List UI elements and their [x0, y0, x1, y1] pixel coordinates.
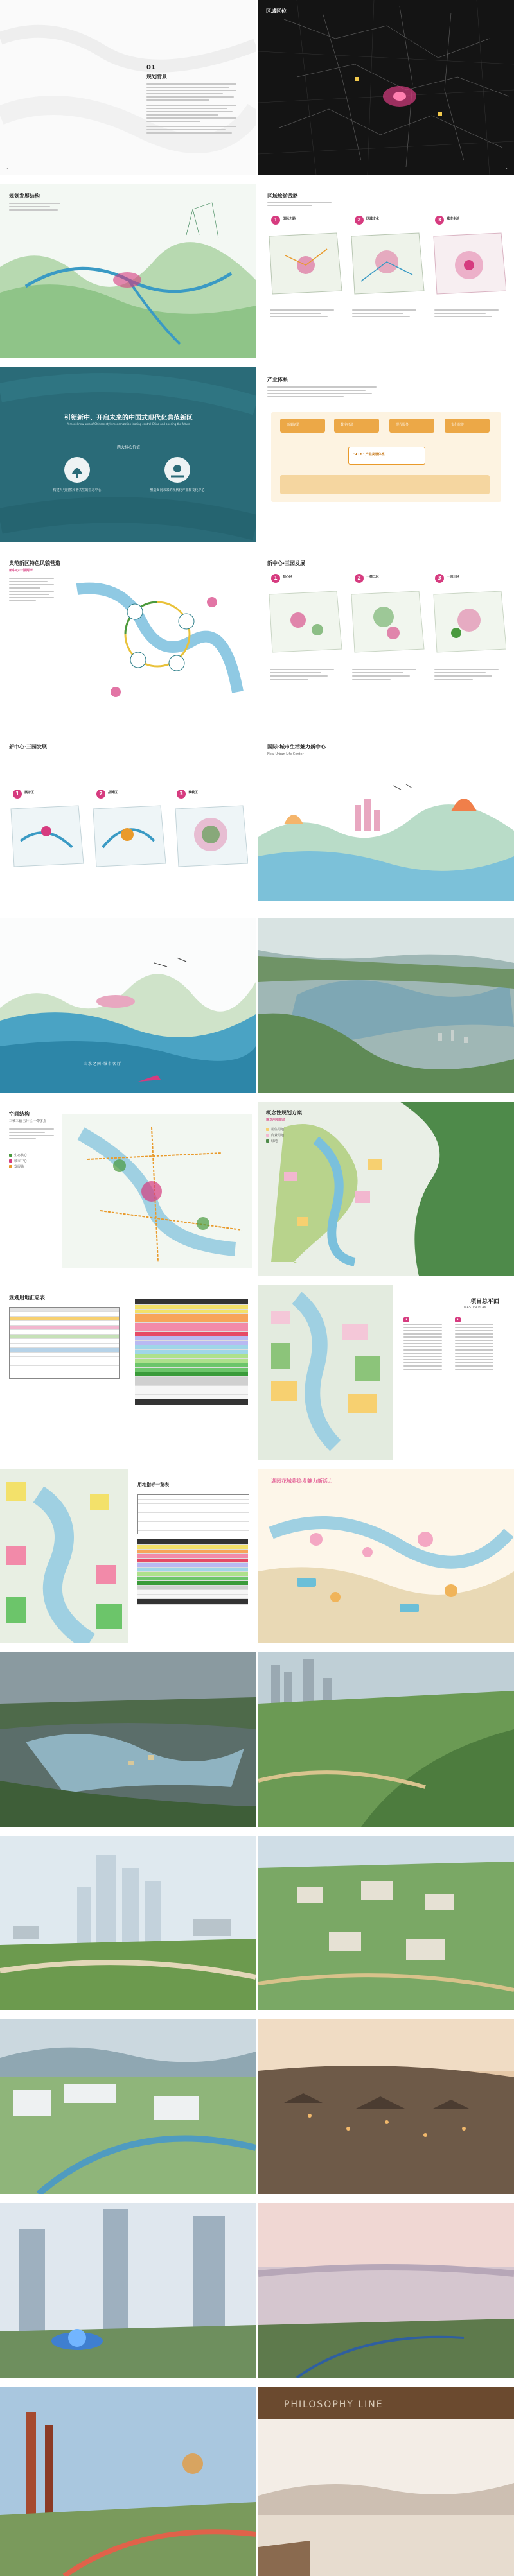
page-render-city-green — [258, 1652, 514, 1827]
caption-text-2 — [352, 669, 416, 682]
landscape-caption: 山水之间·城市客厅 — [84, 1062, 121, 1066]
legend — [266, 1127, 284, 1145]
step-label-1: 展示区 — [24, 791, 35, 795]
page-heading: 规划用地汇总表 — [9, 1295, 45, 1301]
industry-base-bar — [280, 475, 490, 494]
legend-item-2: 城市中心 — [9, 1159, 27, 1164]
core-values-title: 两大核心价值 — [116, 445, 140, 450]
page-philosophy — [258, 2387, 514, 2576]
page-render-campus — [0, 2019, 256, 2194]
page-heading: 空间结构 — [9, 1111, 30, 1117]
step-badge-1: 1 — [271, 574, 280, 583]
page-heading: 新中心·三园发展 — [267, 560, 306, 566]
spread-14 — [0, 2387, 514, 2576]
page-subheading: 新中心·一湖两岸 — [9, 569, 33, 573]
page-footer-left: • — [6, 167, 8, 171]
color-coded-table — [135, 1299, 248, 1453]
spread-10 — [0, 1652, 514, 1827]
page-feature-style — [0, 551, 256, 725]
park-maps — [8, 802, 248, 867]
urban-life-illustration — [258, 773, 514, 901]
render-towers — [0, 1836, 256, 2010]
watercolor-landscape — [0, 918, 256, 1093]
page-render-park-city — [258, 1836, 514, 2010]
page-render-towers — [0, 1836, 256, 2010]
body-text-block — [9, 1128, 54, 1141]
spread-9 — [0, 1469, 514, 1643]
page-development-structure — [0, 184, 256, 358]
step-label-1: 国际之路 — [283, 217, 296, 221]
section-number: 01 — [146, 64, 155, 71]
park-maps — [266, 588, 506, 659]
legend-item-3: 发展轴 — [9, 1164, 27, 1170]
legend-marker-1: • — [403, 1317, 409, 1322]
core-system-label: "1+N" 产业发展体系 — [353, 453, 385, 456]
legend-item-3: 绿地 — [266, 1139, 284, 1145]
industry-box-2-label: 数字经济 — [341, 423, 354, 427]
page-heading: 国际·城市生活魅力新中心 — [267, 744, 326, 750]
caption-text-3 — [434, 669, 499, 682]
page-land-summary — [0, 1285, 256, 1460]
spread-4 — [0, 551, 514, 725]
legend-marker-2: • — [455, 1317, 461, 1322]
dark-regional-map — [258, 0, 514, 175]
render-park-city — [258, 1836, 514, 2010]
step-badge-3: 3 — [177, 790, 186, 799]
master-plan-map — [258, 1285, 393, 1460]
step-badge-2: 2 — [96, 790, 105, 799]
aerial-render-lake-city — [258, 918, 514, 1093]
page-spatial-structure — [0, 1102, 256, 1276]
step-label-3: 一园三区 — [447, 575, 460, 579]
page-heading: 规划发展结构 — [9, 193, 40, 199]
step-badge-1: 1 — [271, 216, 280, 225]
caption-text-2 — [352, 309, 416, 319]
master-plan-legend-panel — [396, 1285, 514, 1460]
index-table-2 — [137, 1539, 248, 1636]
caption-text-3 — [434, 309, 499, 319]
spatial-structure-map — [62, 1114, 252, 1268]
step-badge-3: 3 — [435, 574, 444, 583]
vision-illustration — [258, 1494, 514, 1643]
page-footer-right: • — [506, 167, 508, 171]
vision-slogan-en: A model new area of Chinese-style modernization leading central China and opening the future — [67, 422, 190, 426]
teal-background-texture — [0, 367, 256, 542]
body-text-block — [267, 202, 332, 208]
spread-1 — [0, 0, 514, 175]
aerial-render-lake — [0, 1652, 256, 1827]
caption-text-1 — [270, 669, 334, 682]
page-land-index — [0, 1469, 256, 1643]
caption-text-1 — [270, 309, 334, 319]
aerial-render-city — [258, 1652, 514, 1827]
page-industry-system — [258, 367, 514, 542]
page-subheading: 三核三轴·五片区·一带多点 — [9, 1119, 47, 1123]
legend — [9, 1153, 27, 1170]
body-text-block — [146, 83, 236, 135]
page-heading: 典范新区特色风貌营造 — [9, 560, 60, 566]
body-text-block — [267, 386, 377, 399]
industry-icon — [164, 457, 190, 483]
spread-11 — [0, 1836, 514, 2010]
spread-5 — [0, 734, 514, 909]
page-heading: 用地指标一览表 — [137, 1482, 169, 1487]
render-riverside-sunset — [258, 2203, 514, 2378]
page-vision-map — [258, 1469, 514, 1643]
step-label-2: 品牌区 — [108, 791, 118, 795]
step-badge-2: 2 — [355, 574, 364, 583]
page-heading-en: MASTER PLAN — [464, 1306, 487, 1310]
legend-item-2: 商业用地 — [266, 1133, 284, 1139]
section-heading: 规划背景 — [146, 74, 167, 80]
page-vision — [0, 367, 256, 542]
legend-list-1 — [403, 1324, 442, 1372]
legend-list-2 — [455, 1324, 493, 1372]
ecology-icon — [64, 457, 90, 483]
concept-plan-map — [258, 1102, 514, 1276]
philosophy-heading: PHILOSOPHY LINE — [284, 2399, 384, 2410]
legend-item-1: 生态核心 — [9, 1153, 27, 1159]
legend-item-1: 居住用地 — [266, 1127, 284, 1133]
page-urban-life — [258, 734, 514, 909]
spread-3 — [0, 367, 514, 542]
page-render-plaza — [0, 2203, 256, 2378]
page-subheading: New Urban Life Center — [267, 752, 304, 756]
spread-13 — [0, 2203, 514, 2378]
step-label-2: 区域文化 — [366, 217, 380, 221]
page-heading: 项目总平面 — [470, 1299, 500, 1305]
misty-lake-render — [258, 2419, 514, 2576]
step-badge-1: 1 — [13, 790, 22, 799]
spread-2 — [0, 184, 514, 358]
page-three-parks — [258, 551, 514, 725]
page-master-plan — [258, 1285, 514, 1460]
page-aerial-render-1 — [258, 918, 514, 1093]
vision-slogan: 引领新中、开启未来的中国式现代化典范新区 — [64, 415, 193, 422]
industry-box-3-label: 现代服务 — [396, 423, 409, 427]
page-landscape-illustration — [0, 918, 256, 1093]
page-three-parks-2 — [0, 734, 256, 909]
step-label-1: 核心区 — [283, 575, 293, 579]
spread-7 — [0, 1102, 514, 1276]
page-heading: 区域旅游战略 — [267, 193, 298, 199]
industry-box-1-label: 高端制造 — [287, 423, 300, 427]
render-industrial-heritage — [0, 2387, 256, 2576]
page-heading: 概念性规划方案 — [266, 1110, 302, 1116]
page-concept-plan — [258, 1102, 514, 1276]
body-text-block — [9, 203, 60, 212]
page-render-industrial-heritage — [0, 2387, 256, 2576]
step-badge-2: 2 — [355, 216, 364, 225]
render-plaza-tower — [0, 2203, 256, 2378]
page-render-lake-aerial — [0, 1652, 256, 1827]
page-subheading: 规划用地布局 — [266, 1118, 286, 1122]
land-use-map — [0, 1469, 128, 1643]
render-old-town-evening — [258, 2019, 514, 2194]
render-campus — [0, 2019, 256, 2194]
step-label-3: 城市生活 — [447, 217, 460, 221]
vision-banner: 湖园花城将焕发魅力新活力 — [271, 1478, 333, 1484]
page-render-old-town — [258, 2019, 514, 2194]
ecology-caption: 构建人与自然和谐共生的生态中心 — [53, 488, 102, 492]
spread-6 — [0, 918, 514, 1093]
index-table-1 — [137, 1494, 249, 1534]
page-render-riverside-sunset — [258, 2203, 514, 2378]
page-heading: 产业体系 — [267, 377, 288, 383]
industry-box-4-label: 文化旅游 — [451, 423, 465, 427]
page-background-intro — [0, 0, 256, 175]
step-badge-3: 3 — [435, 216, 444, 225]
strategy-maps — [266, 230, 506, 300]
body-text-block — [9, 578, 54, 603]
lake-structure-diagram — [64, 564, 251, 718]
page-tourism-strategy — [258, 184, 514, 358]
page-heading: 区域区位 — [266, 8, 287, 14]
page-heading: 新中心·三园发展 — [9, 744, 48, 750]
step-label-3: 承载区 — [188, 791, 199, 795]
spread-8 — [0, 1285, 514, 1460]
summary-table — [9, 1307, 120, 1379]
page-regional-map — [258, 0, 514, 175]
industry-caption: 塑造面向未来的现代化产业和文化中心 — [150, 488, 205, 492]
spread-12 — [0, 2019, 514, 2194]
step-label-2: 一核二区 — [366, 575, 380, 579]
